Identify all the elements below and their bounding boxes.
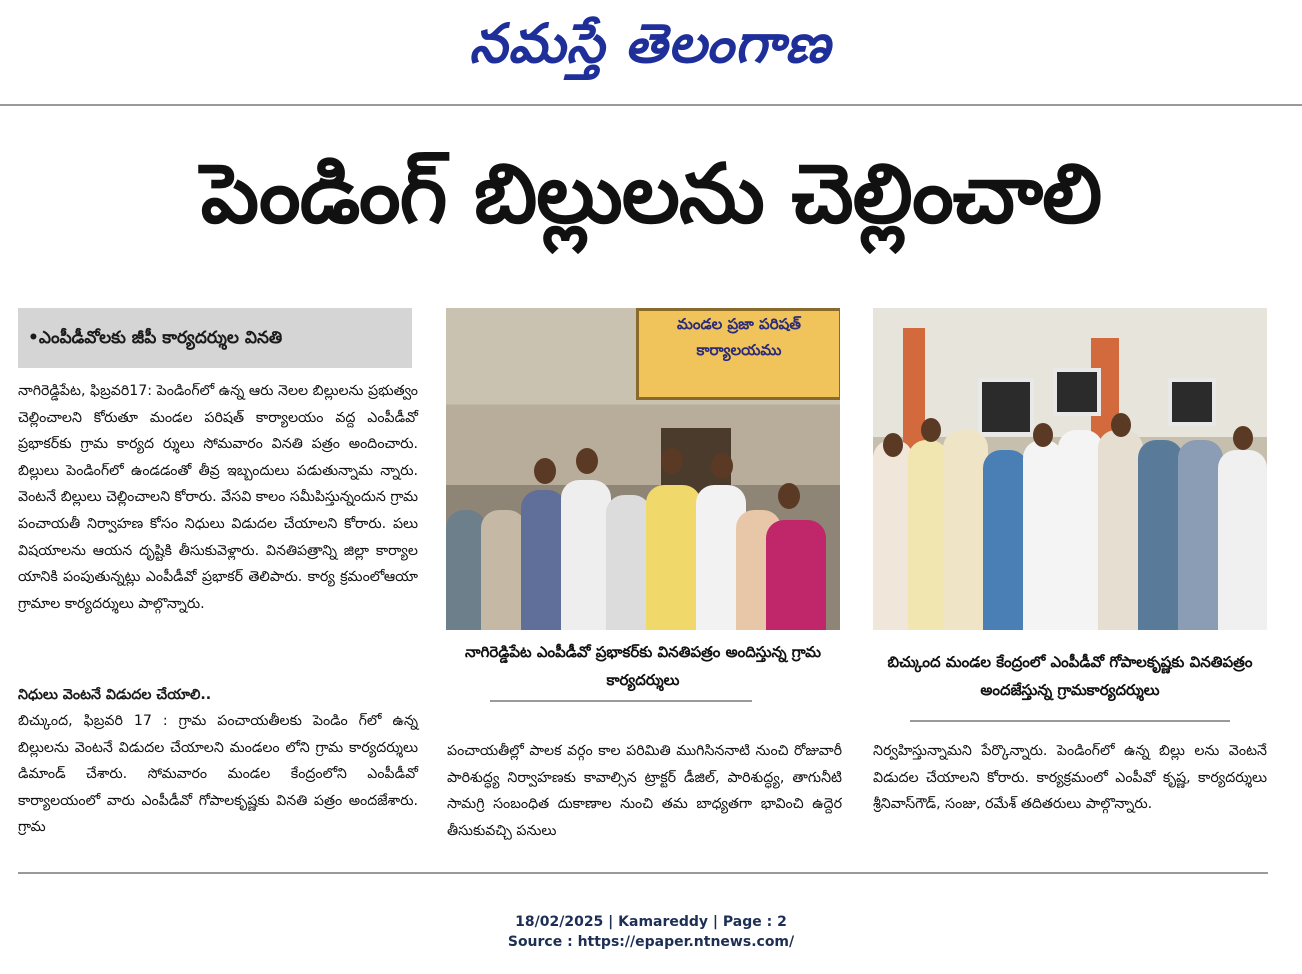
person: [521, 490, 566, 630]
caption-underline: [490, 700, 752, 702]
person: [1098, 430, 1143, 630]
photo-caption-2: బిచ్కుంద మండల కేంద్రంలో ఎంపీడీవో గోపాలకృష్ణకు వినతిపత్రం అందజేస్తున్న గ్రామకార్యదర్శులు: [887, 653, 1253, 699]
head: [1033, 423, 1053, 447]
window: [1168, 378, 1216, 426]
person: [606, 495, 651, 630]
person: [908, 440, 948, 630]
paragraph-nagireddypet: నాగిరెడ్డిపేట, ఫిబ్రవరి17: పెండింగ్‌లో ఉన్న ఆరు నెలల బిల్లులను ప్రభుత్వం చెల్లించాలని కోరుతూ మండల పరిషత్ కార్యాలయం వద్ద ఎంపీడీవో ప్రభాకర్‌కు గ్రామ కార్యద ర్శులు సోమవారం వినతి పత్రం అందించారు. బిల్లులు పెండింగ్‌లో ఉండడంతో తీవ్ర ఇబ్బందులు పడుతున్నామ న్నారు. వెంటనే బిల్లులు చెల్లించాలని కోరారు. వేసవి కాలం సమీపిస్తున్నందున గ్రామ పంచాయతీ నిర్వాహణ కోసం నిధులు విడుదల చేయాలని కోరారు. పలు విషయాలను ఆయన దృష్టికి తీసుకువెళ్లారు. వినతిపత్రాన్ని జిల్లా కార్యాల యానికి పంపుతున్నట్లు ఎంపీడీవో ప్రభాకర్ తెలిపారు. కార్య క్రమంలోఆయా గ్రామాల కార్యదర్శులు పాల్గొన్నారు.: [18, 383, 418, 612]
window: [978, 378, 1034, 436]
photo-nagireddypet: [446, 308, 840, 630]
person: [983, 450, 1028, 630]
person: [1058, 430, 1103, 630]
article-subheading: •ఎంపీడీవోలకు జీపీ కార్యదర్శుల వినతి: [18, 308, 412, 368]
person: [1023, 440, 1063, 630]
photo-bichkunda: [873, 308, 1267, 630]
page-footer: [0, 912, 1302, 952]
inline-subheading: నిధులు వెంటనే విడుదల చేయాలి..: [18, 687, 212, 703]
person: [943, 430, 988, 630]
person: [766, 520, 826, 630]
article-column-1-paragraph-2: [18, 708, 418, 841]
person: [561, 480, 611, 630]
article-headline: పెండింగ్ బిల్లులను చెల్లించాలి: [200, 147, 1102, 242]
caption-underline: [910, 720, 1230, 722]
masthead-divider: [0, 104, 1302, 106]
person: [873, 440, 913, 630]
head: [1233, 426, 1253, 450]
window: [1053, 368, 1101, 416]
edition-info: 18/02/2025 | Kamareddy | Page : 2: [515, 914, 787, 930]
head: [921, 418, 941, 442]
page-bottom-divider: [18, 872, 1268, 874]
person: [1138, 440, 1183, 630]
source-link[interactable]: Source : https://epaper.ntnews.com/: [507, 934, 795, 950]
head: [534, 458, 556, 484]
head: [778, 483, 800, 509]
sign-line-2: కార్యాలయము: [696, 341, 782, 359]
person: [481, 510, 526, 630]
office-signboard: [636, 308, 840, 400]
article-column-3: నిర్వహిస్తున్నామని పేర్కొన్నారు. పెండింగ్‌లో ఉన్న బిల్లు లను వెంటనే విడుదల చేయాలని కోరారు. కార్యక్రమంలో ఎంపీవో కృష్ణ, కార్యదర్శులు శ్రీనివాస్‌గౌడ్, సంజు, రమేశ్ తదితరులు పాల్గొన్నారు.: [873, 743, 1267, 813]
sign-line-1: మండల ప్రజా పరిషత్: [677, 315, 801, 333]
paragraph-bichkunda: బిచ్కుంద, ఫిబ్రవరి 17 : గ్రామ పంచాయతీలకు పెండిం గ్‌లో ఉన్న బిల్లులను వెంటనే విడుదల చేయాలని మండలం లోని గ్రామ కార్యదర్శులు డిమాండ్ చేశారు. సోమవారం మండల కేంద్రంలోని ఎంపీడీవో కార్యాలయంలో వారు ఎంపీడీవో గోపాలకృష్ణకు వినతి పత్రం అందజేశారు. గ్రామ: [18, 713, 418, 836]
masthead: [0, 0, 1302, 100]
person: [646, 485, 701, 630]
head: [1111, 413, 1131, 437]
head: [576, 448, 598, 474]
person: [446, 510, 486, 630]
head: [661, 448, 683, 474]
newspaper-logo: నమస్తే తెలంగాణ: [469, 11, 831, 75]
article-column-2: పంచాయతీల్లో పాలక వర్గం కాల పరిమితి ముగిసిననాటి నుంచి రోజువారీ పారిశుద్ధ్య నిర్వాహణకు కావాల్సిన ట్రాక్టర్ డీజిల్, పారిశుద్ధ్య, తాగునీటి సామగ్రి సంబంధిత దుకాణాల నుంచి తమ బాధ్యతగా భావించి ఉద్దెర తీసుకువచ్చి పనులు: [447, 743, 842, 839]
head: [883, 433, 903, 457]
photo-caption-1: నాగిరెడ్డిపేట ఎంపీడీవో ప్రభాకర్‌కు వినతిపత్రం అందిస్తున్న గ్రామ కార్యదర్శులు: [465, 643, 821, 689]
person: [1178, 440, 1223, 630]
article-column-1-paragraph: [18, 378, 418, 617]
person: [1218, 450, 1267, 630]
head: [711, 453, 733, 479]
